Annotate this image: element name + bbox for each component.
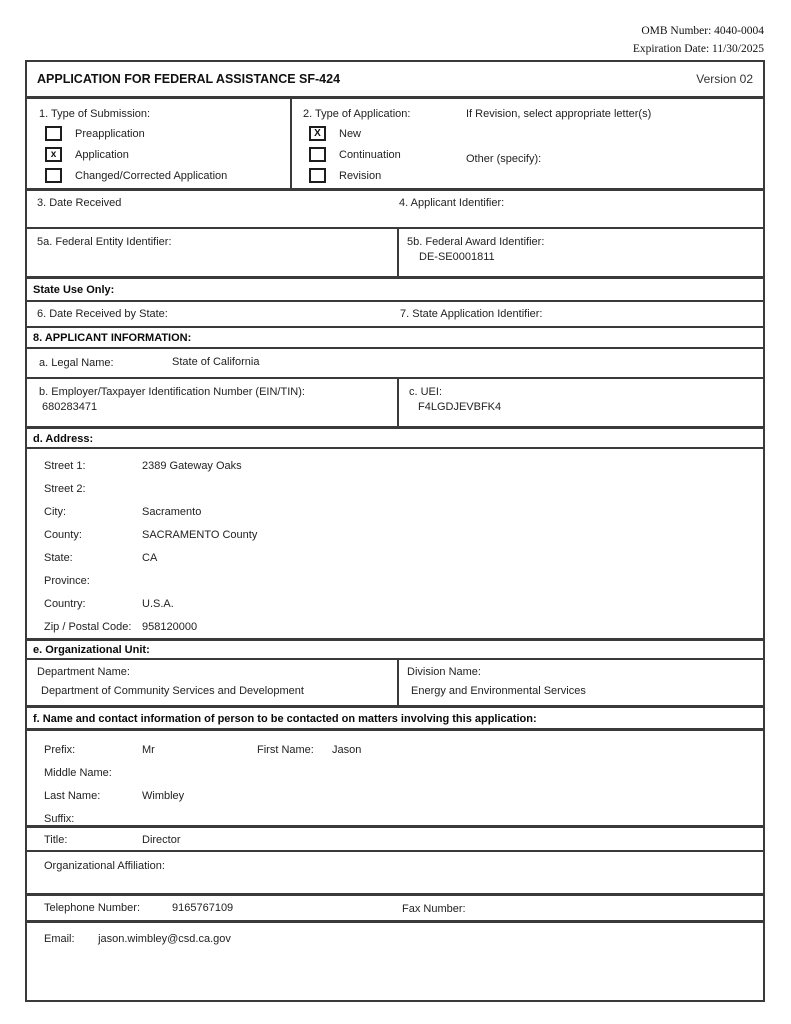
- prefix-value[interactable]: Mr: [142, 743, 155, 756]
- applicant-identifier-label: 4. Applicant Identifier:: [399, 197, 505, 209]
- prefix-label: Prefix:: [44, 743, 76, 756]
- revision-note: If Revision, select appropriate letter(s): [466, 108, 652, 120]
- city-value[interactable]: Sacramento: [142, 505, 202, 518]
- street2-label: Street 2:: [44, 482, 86, 495]
- revision-label: Revision: [339, 169, 382, 182]
- division-name-value[interactable]: Energy and Environmental Services: [411, 685, 586, 697]
- checkbox-new[interactable]: [309, 126, 326, 141]
- country-label: Country:: [44, 597, 86, 610]
- telephone-value[interactable]: 9165767109: [172, 902, 234, 914]
- department-name-value[interactable]: Department of Community Services and Development: [41, 685, 304, 697]
- title-value[interactable]: Director: [142, 833, 181, 846]
- type-of-submission-section: [27, 99, 292, 188]
- row-date-received: [27, 191, 763, 229]
- federal-award-identifier-cell: [399, 229, 763, 276]
- option-new: [303, 126, 763, 141]
- address-band: [27, 429, 763, 449]
- option-revision: [303, 168, 763, 183]
- title-label: Title:: [44, 833, 68, 846]
- contact-band: [27, 708, 763, 731]
- address-row-street1: [27, 454, 763, 477]
- street1-value[interactable]: 2389 Gateway Oaks: [142, 459, 242, 472]
- row-last-name: [27, 784, 763, 807]
- title-inner-row: [27, 828, 763, 851]
- state-label: State:: [44, 551, 73, 564]
- organizational-unit-heading: e. Organizational Unit:: [33, 644, 150, 656]
- fax-label: Fax Number:: [402, 903, 466, 915]
- checkbox-revision[interactable]: [309, 168, 326, 183]
- address-row-zip: [27, 615, 763, 638]
- form-title: APPLICATION FOR FEDERAL ASSISTANCE SF-424: [37, 72, 341, 86]
- address-row-county: [27, 523, 763, 546]
- applicant-information-heading: 8. APPLICANT INFORMATION:: [33, 332, 192, 344]
- organizational-unit-band: [27, 641, 763, 660]
- ein-label: b. Employer/Taxpayer Identification Number (EIN/TIN):: [39, 386, 305, 398]
- option-application: [39, 147, 290, 162]
- option-changed-corrected: [39, 168, 290, 183]
- county-label: County:: [44, 528, 82, 541]
- row-middle-name: [27, 761, 763, 784]
- row-telephone-fax: [27, 896, 763, 923]
- last-name-value[interactable]: Wimbley: [142, 789, 185, 802]
- city-label: City:: [44, 505, 66, 518]
- checkbox-continuation[interactable]: [309, 147, 326, 162]
- middle-name-label: Middle Name:: [44, 766, 112, 779]
- new-label: New: [339, 127, 362, 140]
- form-header: [27, 62, 763, 99]
- federal-entity-identifier-cell: [27, 229, 399, 276]
- county-value[interactable]: SACRAMENTO County: [142, 528, 258, 541]
- application-label: Application: [75, 148, 129, 161]
- type-section: [27, 99, 763, 191]
- expiration-date-label: Expiration Date:: [632, 42, 710, 55]
- contact-names-block: [27, 731, 763, 828]
- row-state-identifiers: [27, 302, 763, 328]
- street1-label: Street 1:: [44, 459, 86, 472]
- row-ein-uei: [27, 379, 763, 429]
- preapplication-label: Preapplication: [75, 127, 145, 140]
- federal-award-identifier-value[interactable]: DE-SE0001811: [419, 251, 495, 263]
- type-of-application-label: 2. Type of Application:: [303, 108, 411, 120]
- type-of-application-section: [292, 99, 763, 188]
- division-name-label: Division Name:: [407, 666, 481, 678]
- email-label: Email:: [44, 933, 75, 945]
- federal-award-identifier-label: 5b. Federal Award Identifier:: [407, 236, 545, 248]
- omb-number-line: [633, 23, 764, 41]
- state-use-only-band: [27, 279, 763, 302]
- row-federal-identifiers: [27, 229, 763, 279]
- checkbox-new-mark: X: [314, 128, 321, 139]
- address-row-province: [27, 569, 763, 592]
- option-preapplication: [39, 126, 290, 141]
- type-of-submission-label: 1. Type of Submission:: [39, 108, 151, 120]
- state-application-identifier-label: 7. State Application Identifier:: [400, 308, 543, 320]
- department-cell: [27, 660, 399, 705]
- ein-cell: [27, 379, 399, 426]
- legal-name-label: a. Legal Name:: [39, 357, 114, 369]
- checkbox-application-mark: x: [50, 149, 57, 160]
- date-received-label: 3. Date Received: [37, 197, 122, 209]
- first-name-label: First Name:: [257, 743, 314, 756]
- address-heading: d. Address:: [33, 433, 94, 445]
- row-email: [27, 923, 763, 1000]
- first-name-value[interactable]: Jason: [332, 743, 362, 756]
- sf424-form: [25, 60, 765, 1002]
- continuation-label: Continuation: [339, 148, 401, 161]
- address-row-street2: [27, 477, 763, 500]
- other-specify-label: Other (specify):: [466, 153, 542, 165]
- row-suffix: [27, 807, 763, 830]
- province-label: Province:: [44, 574, 90, 587]
- address-block: [27, 449, 763, 641]
- applicant-information-band: [27, 328, 763, 349]
- checkbox-application[interactable]: [45, 147, 62, 162]
- row-prefix-firstname: [27, 738, 763, 761]
- organizational-affiliation-label: Organizational Affiliation:: [44, 860, 165, 872]
- form-version: Version 02: [696, 72, 753, 86]
- omb-block: [633, 23, 764, 59]
- zip-label: Zip / Postal Code:: [44, 620, 132, 633]
- expiration-date-line: [633, 41, 764, 59]
- uei-cell: [399, 379, 763, 426]
- expiration-date-value: 11/30/2025: [712, 42, 764, 55]
- checkbox-changed-corrected[interactable]: [45, 168, 62, 183]
- legal-name-value[interactable]: State of California: [172, 356, 260, 368]
- zip-value[interactable]: 958120000: [142, 620, 198, 633]
- state-use-only-label: State Use Only:: [33, 284, 115, 296]
- row-legal-name: [27, 349, 763, 379]
- state-value[interactable]: CA: [142, 551, 158, 564]
- row-department-division: [27, 660, 763, 708]
- uei-label: c. UEI:: [409, 386, 443, 398]
- contact-heading: f. Name and contact information of person to be contacted on matters involving this application:: [33, 713, 537, 725]
- checkbox-preapplication[interactable]: [45, 126, 62, 141]
- country-value[interactable]: U.S.A.: [142, 597, 174, 610]
- federal-entity-identifier-label: 5a. Federal Entity Identifier:: [37, 236, 172, 248]
- changed-corrected-label: Changed/Corrected Application: [75, 169, 228, 182]
- date-received-by-state-label: 6. Date Received by State:: [37, 308, 168, 320]
- row-organizational-affiliation: [27, 852, 763, 896]
- address-row-city: [27, 500, 763, 523]
- email-value[interactable]: jason.wimbley@csd.ca.gov: [98, 933, 231, 945]
- omb-number-value: 4040-0004: [714, 25, 764, 37]
- last-name-label: Last Name:: [44, 789, 101, 802]
- suffix-label: Suffix:: [44, 812, 75, 825]
- uei-value[interactable]: F4LGDJEVBFK4: [418, 401, 502, 413]
- address-row-state: [27, 546, 763, 569]
- ein-value[interactable]: 680283471: [42, 401, 98, 413]
- division-cell: [399, 660, 763, 705]
- omb-number-label: OMB Number:: [641, 25, 712, 37]
- row-title: [27, 828, 763, 852]
- department-name-label: Department Name:: [37, 666, 130, 678]
- address-row-country: [27, 592, 763, 615]
- telephone-label: Telephone Number:: [44, 902, 141, 914]
